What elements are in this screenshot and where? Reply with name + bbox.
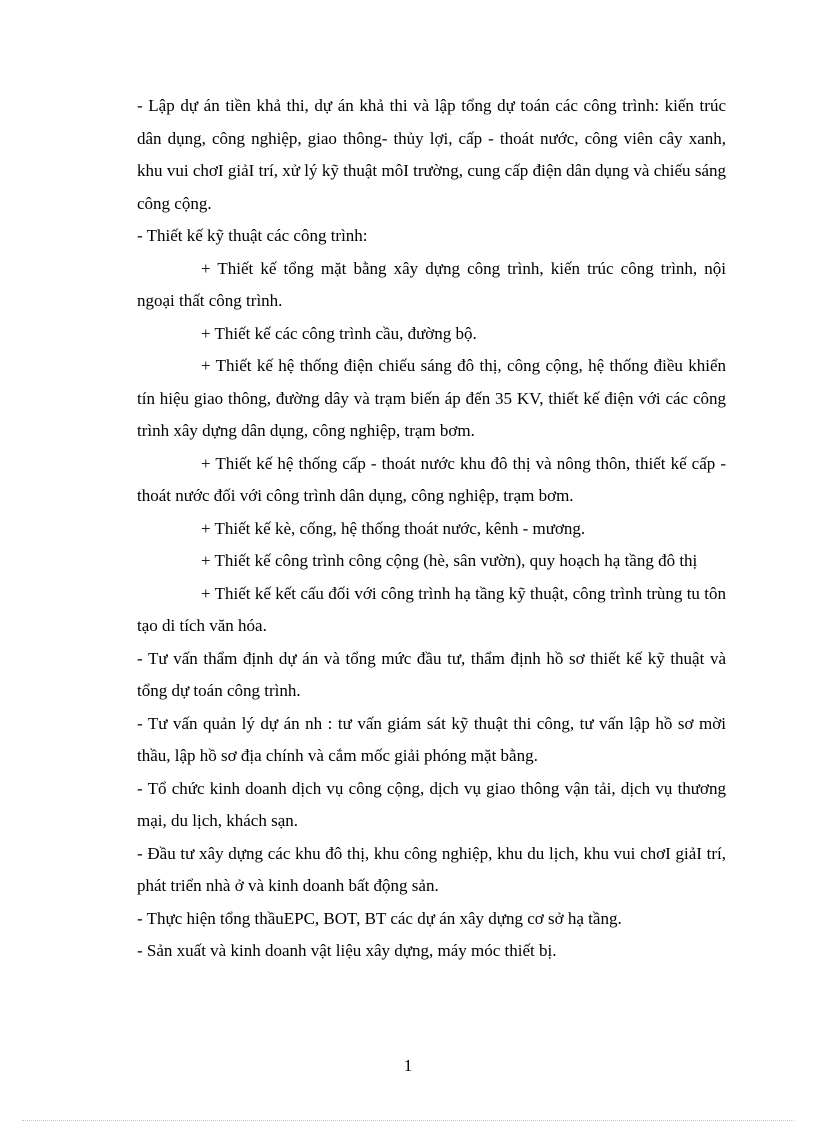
paragraph-project-management: - Tư vấn quản lý dự án nh : tư vấn giám sát kỹ thuật thi công, tư vấn lập hồ sơ mời thầu, lập hồ sơ địa chính và cắm mốc giải phóng mặt bằng. — [137, 713, 726, 765]
paragraph-structural-design: + Thiết kế kết cấu đối với công trình hạ tầng kỹ thuật, công trình trùng tu tôn tạo di tích văn hóa. — [137, 583, 726, 635]
paragraph-appraisal-consulting: - Tư vấn thẩm định dự án và tổng mức đầu tư, thẩm định hồ sơ thiết kế kỹ thuật và tổng dự toán công trình. — [137, 648, 726, 700]
paragraph-drainage-design: + Thiết kế kè, cống, hệ thống thoát nước, kênh - mương. — [201, 518, 586, 538]
paragraph-technical-design-heading: - Thiết kế kỹ thuật các công trình: — [137, 226, 368, 245]
paragraph-materials-production: - Sản xuất và kinh doanh vật liệu xây dựng, máy móc thiết bị. — [137, 941, 557, 960]
paragraph-business-services: - Tổ chức kinh doanh dịch vụ công cộng, dịch vụ giao thông vận tải, dịch vụ thương mại, du lịch, khách sạn. — [137, 778, 726, 830]
document-body — [137, 90, 726, 968]
page-bottom-divider — [22, 1120, 794, 1121]
paragraph-bridge-road-design: + Thiết kế các công trình cầu, đường bộ. — [201, 323, 477, 343]
paragraph-project-planning: - Lập dự án tiền khả thi, dự án khả thi và lập tổng dự toán các công trình: kiến trúc dân dụng, công nghiệp, giao thông- thủy lợi, cấp - thoát nước, công viên cây xanh, khu vui chơI giảI trí, xử lý kỹ thuật môI trường, cung cấp điện dân dụng và chiếu sáng công cộng. — [137, 96, 726, 213]
paragraph-electrical-design: + Thiết kế hệ thống điện chiếu sáng đô thị, công cộng, hệ thống điều khiển tín hiệu giao thông, đường dây và trạm biến áp đến 35 KV, thiết kế điện với các công trình xây dựng dân dụng, công nghiệp, trạm bơm. — [137, 356, 726, 440]
paragraph-water-supply-design: + Thiết kế hệ thống cấp - thoát nước khu đô thị và nông thôn, thiết kế cấp - thoát nước đối với công trình dân dụng, công nghiệp, trạm bơm. — [137, 453, 726, 505]
paragraph-real-estate-investment: - Đầu tư xây dựng các khu đô thị, khu công nghiệp, khu du lịch, khu vui chơI giảI trí, phát triển nhà ở và kinh doanh bất động sản. — [137, 843, 726, 895]
paragraph-public-works-design: + Thiết kế công trình công cộng (hè, sân vườn), quy hoạch hạ tầng đô thị — [201, 551, 698, 570]
paragraph-master-plan-design: + Thiết kế tổng mặt bằng xây dựng công trình, kiến trúc công trình, nội ngoại thất công trình. — [137, 258, 726, 310]
page-number: 1 — [403, 1056, 413, 1075]
paragraph-epc-contracting: - Thực hiện tổng thầuEPC, BOT, BT các dự án xây dựng cơ sở hạ tầng. — [137, 908, 622, 928]
